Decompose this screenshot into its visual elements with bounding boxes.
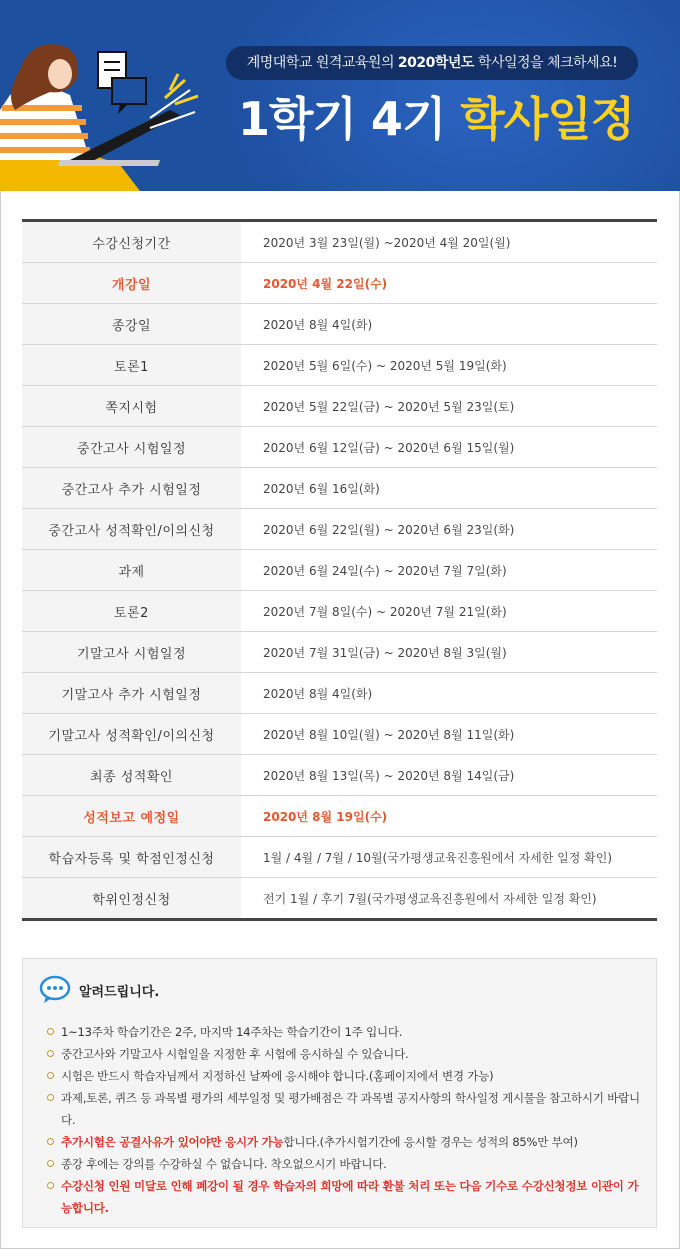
schedule-date: 2020년 8월 4일(화) — [241, 673, 657, 714]
schedule-label: 과제 — [22, 550, 241, 591]
notice-list — [47, 1021, 647, 1219]
notice-box — [22, 958, 657, 1228]
schedule-label: 수강신청기간 — [22, 221, 241, 263]
schedule-row — [22, 221, 657, 263]
schedule-label: 학습자등록 및 학점인정신청 — [22, 837, 241, 878]
schedule-row — [22, 714, 657, 755]
schedule-label: 최종 성적확인 — [22, 755, 241, 796]
notice-heading: 알려드립니다. — [79, 984, 160, 1000]
schedule-row — [22, 591, 657, 632]
notice-item: 수강신청 인원 미달로 인해 폐강이 될 경우 학습자의 희망에 따라 환불 처리 또는 다음 기수로 수강신청정보 이관이 가능합니다. — [47, 1175, 647, 1219]
subtitle-year: 2020학년도 — [397, 55, 474, 71]
schedule-date: 2020년 3월 23일(월) ~2020년 4월 20일(월) — [241, 221, 657, 263]
schedule-date: 2020년 8월 19일(수) — [241, 796, 657, 837]
schedule-label: 중간고사 시험일정 — [22, 427, 241, 468]
schedule-row — [22, 632, 657, 673]
schedule-label: 성적보고 예정일 — [22, 796, 241, 837]
banner-subtitle — [226, 46, 638, 80]
notice-text: 합니다.(추가시험기간에 응시할 경우는 성적의 85%만 부여) — [283, 1135, 578, 1149]
title-term: 1학기 4기 — [238, 92, 446, 146]
schedule-date: 2020년 8월 10일(월) ~ 2020년 8월 11일(화) — [241, 714, 657, 755]
notice-text: 1~13주차 학습기간은 2주, 마지막 14주차는 학습기간이 1주 입니다. — [61, 1025, 403, 1039]
schedule-date: 2020년 5월 6일(수) ~ 2020년 5월 19일(화) — [241, 345, 657, 386]
schedule-row — [22, 304, 657, 345]
schedule-row — [22, 509, 657, 550]
notice-item — [47, 1043, 647, 1065]
subtitle-pre: 계명대학교 원격교육원의 — [246, 55, 398, 71]
schedule-row — [22, 263, 657, 304]
schedule-row — [22, 427, 657, 468]
schedule-date: 2020년 6월 24일(수) ~ 2020년 7월 7일(화) — [241, 550, 657, 591]
notice-item — [47, 1131, 647, 1153]
schedule-date: 2020년 6월 22일(월) ~ 2020년 6월 23일(화) — [241, 509, 657, 550]
schedule-label: 기말고사 성적확인/이의신청 — [22, 714, 241, 755]
schedule-label: 기말고사 추가 시험일정 — [22, 673, 241, 714]
schedule-label: 학위인정신청 — [22, 878, 241, 920]
schedule-row — [22, 345, 657, 386]
schedule-table — [22, 219, 657, 921]
schedule-row — [22, 755, 657, 796]
notice-header — [39, 975, 159, 1005]
schedule-label: 종강일 — [22, 304, 241, 345]
schedule-label: 기말고사 시험일정 — [22, 632, 241, 673]
schedule-row — [22, 796, 657, 837]
student-laptop-illustration — [0, 0, 240, 191]
schedule-date: 2020년 8월 13일(목) ~ 2020년 8월 14일(금) — [241, 755, 657, 796]
header-banner — [0, 0, 680, 191]
schedule-row — [22, 386, 657, 427]
schedule-date: 2020년 8월 4일(화) — [241, 304, 657, 345]
schedule-date: 1월 / 4월 / 7월 / 10월(국가평생교육진흥원에서 자세한 일정 확인) — [241, 837, 657, 878]
notice-item — [47, 1087, 647, 1131]
notice-text: 종강 후에는 강의를 수강하실 수 없습니다. 착오없으시기 바랍니다. — [61, 1157, 387, 1171]
notice-item — [47, 1153, 647, 1175]
schedule-row — [22, 837, 657, 878]
schedule-date: 전기 1월 / 후기 7월(국가평생교육진흥원에서 자세한 일정 확인) — [263, 891, 597, 906]
schedule-date: 2020년 4월 22일(수) — [241, 263, 657, 304]
schedule-label: 토론1 — [22, 345, 241, 386]
schedule-label: 중간고사 성적확인/이의신청 — [22, 509, 241, 550]
schedule-label: 쪽지시험 — [22, 386, 241, 427]
schedule-row — [22, 468, 657, 509]
schedule-date: 2020년 7월 8일(수) ~ 2020년 7월 21일(화) — [241, 591, 657, 632]
schedule-label: 중간고사 추가 시험일정 — [22, 468, 241, 509]
schedule-date: 2020년 7월 31일(금) ~ 2020년 8월 3일(월) — [241, 632, 657, 673]
schedule-label: 토론2 — [22, 591, 241, 632]
schedule-row — [22, 673, 657, 714]
notice-item — [47, 1065, 647, 1087]
subtitle-post: 학사일정을 체크하세요! — [473, 55, 618, 71]
notice-text: 중간고사와 기말고사 시험일을 지정한 후 시험에 응시하실 수 있습니다. — [61, 1047, 409, 1061]
schedule-date: 2020년 6월 16일(화) — [241, 468, 657, 509]
schedule-date: 2020년 6월 12일(금) ~ 2020년 6월 15일(월) — [241, 427, 657, 468]
schedule-label: 개강일 — [22, 263, 241, 304]
notice-emphasis: 추가시험은 공결사유가 있어야만 응시가 가능 — [61, 1135, 284, 1149]
banner-title — [238, 84, 634, 154]
schedule-row — [22, 550, 657, 591]
schedule-row — [22, 878, 657, 920]
title-schedule: 학사일정 — [460, 92, 635, 146]
notice-text: 시험은 반드시 학습자님께서 지정하신 날짜에 응시해야 합니다.(홈페이지에서 변경 가능) — [61, 1069, 494, 1083]
notice-item — [47, 1021, 647, 1043]
schedule-date: 2020년 5월 22일(금) ~ 2020년 5월 23일(토) — [241, 386, 657, 427]
notice-text: 과제,토론, 퀴즈 등 과목별 평가의 세부일정 및 평가배점은 각 과목별 공지사항의 학사일정 게시물을 참고하시기 바랍니다. — [61, 1091, 640, 1127]
speech-bubble-icon — [39, 975, 71, 1005]
